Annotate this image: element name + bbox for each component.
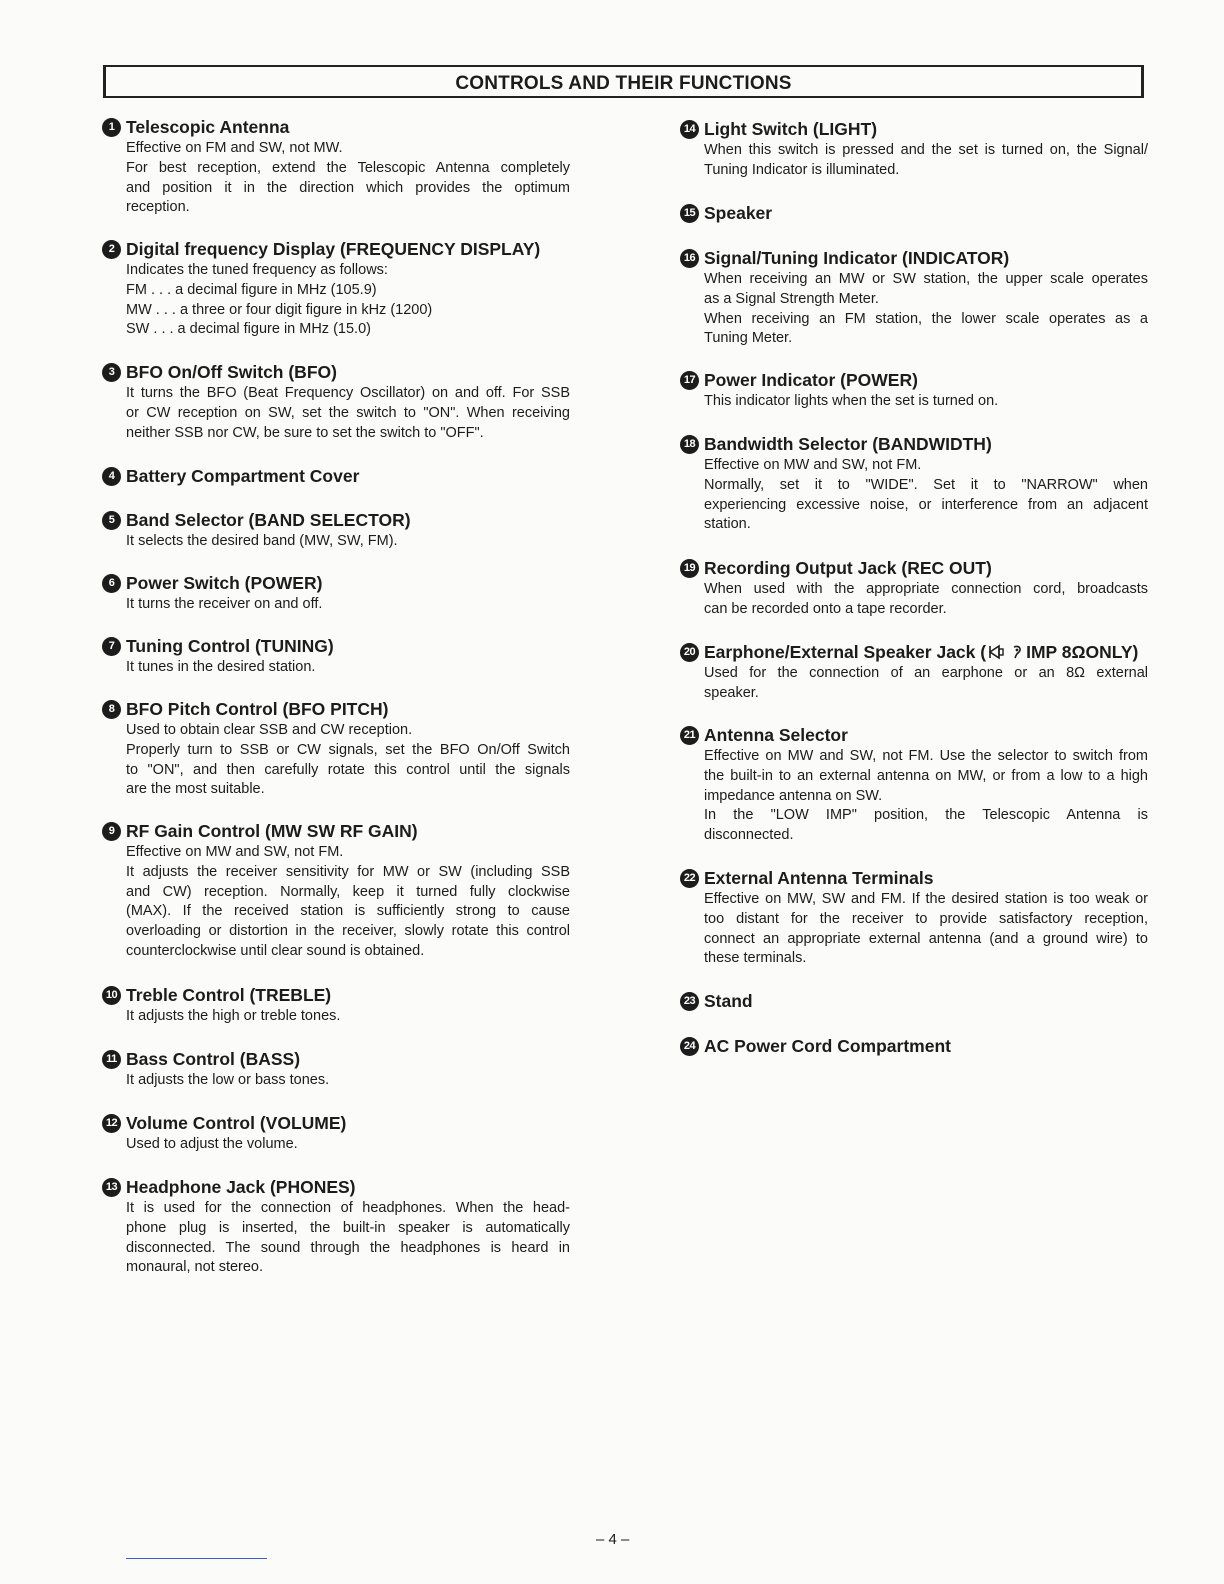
control-item: [680, 724, 1148, 846]
control-description: [704, 580, 1148, 620]
control-title: Headphone Jack (PHONES): [126, 1177, 356, 1197]
control-item: [102, 698, 570, 800]
control-description: [126, 595, 570, 615]
control-item: [680, 433, 1148, 535]
control-description: [126, 384, 570, 443]
number-badge: 9: [102, 822, 121, 841]
control-title-tail: IMP 8ΩONLY): [1026, 642, 1139, 662]
control-title: Light Switch (LIGHT): [704, 119, 878, 139]
number-badge: 21: [680, 726, 699, 745]
control-title: Bandwidth Selector (BANDWIDTH): [704, 434, 992, 454]
description-line: FM . . . a decimal figure in MHz (105.9): [126, 281, 377, 298]
description-line: disconnected.: [704, 827, 794, 844]
description-line: Used to adjust the volume.: [126, 1136, 298, 1152]
control-heading: [102, 635, 570, 657]
description-line: these terminals.: [704, 950, 807, 967]
footer-rule: [126, 1558, 267, 1559]
control-title: Bass Control (BASS): [126, 1049, 301, 1069]
number-badge: 16: [680, 249, 699, 268]
control-heading: [102, 509, 570, 531]
control-item: [680, 990, 1148, 1012]
control-item: [102, 465, 570, 487]
number-badge: 12: [102, 1114, 121, 1133]
number-badge: 18: [680, 435, 699, 454]
description-line: station.: [704, 516, 751, 533]
description-line: When receiving an MW or SW station, the upper scale operates: [704, 271, 1148, 287]
section-header-box: [103, 65, 1144, 98]
description-line: can be recorded onto a tape recorder.: [704, 600, 947, 617]
control-item: [680, 867, 1148, 969]
description-line: It tunes in the desired station.: [126, 659, 316, 675]
description-line: Properly turn to SSB or CW signals, set the BFO On/Off Switch: [126, 741, 570, 758]
section-title: CONTROLS AND THEIR FUNCTIONS: [455, 73, 792, 94]
control-title: Recording Output Jack (REC OUT): [704, 558, 992, 578]
control-heading: [102, 238, 570, 260]
control-title: Power Indicator (POWER): [704, 370, 918, 390]
control-title: RF Gain Control (MW SW RF GAIN): [126, 821, 418, 841]
control-description: [126, 1199, 570, 1278]
control-title: Treble Control (TREBLE): [126, 985, 332, 1005]
description-line: reception.: [126, 199, 190, 216]
control-heading: [102, 361, 570, 383]
description-line: This indicator lights when the set is turned on.: [704, 393, 999, 409]
speaker-icon: [988, 644, 1006, 660]
description-line: Indicates the tuned frequency as follows:: [126, 262, 388, 278]
description-line: to "ON", and then carefully rotate this control until the signals: [126, 761, 570, 778]
control-title: Volume Control (VOLUME): [126, 1113, 347, 1133]
control-title: External Antenna Terminals: [704, 868, 934, 888]
control-item: [102, 509, 570, 552]
number-badge: 8: [102, 700, 121, 719]
number-badge: 15: [680, 204, 699, 223]
description-line: (MAX). If the received station is sufficiently strong to cause: [126, 903, 570, 920]
description-line: When used with the appropriate connection cord, broadcasts: [704, 581, 1148, 597]
control-title: Telescopic Antenna: [126, 117, 290, 137]
control-item: [102, 572, 570, 615]
description-line: In the "LOW IMP" position, the Telescopic Antenna is: [704, 807, 1148, 824]
number-badge: 19: [680, 559, 699, 578]
description-line: It selects the desired band (MW, SW, FM).: [126, 533, 398, 549]
control-heading: [102, 1048, 570, 1070]
control-heading: [102, 1176, 570, 1198]
control-title: Earphone/External Speaker Jack (: [704, 642, 987, 662]
control-description: [126, 658, 570, 678]
description-line: Effective on MW and SW, not FM. Use the selector to switch from: [704, 748, 1148, 764]
description-line: For best reception, extend the Telescopic Antenna completely: [126, 159, 570, 176]
description-line: connect an appropriate external antenna (and a ground wire) to: [704, 930, 1148, 947]
control-title: Digital frequency Display (FREQUENCY DISPLAY): [126, 239, 541, 259]
number-badge: 3: [102, 363, 121, 382]
description-line: It adjusts the high or treble tones.: [126, 1008, 341, 1024]
description-line: Tuning Meter.: [704, 330, 793, 347]
control-item: [680, 557, 1148, 620]
control-item: [102, 1112, 570, 1155]
description-line: the built-in to an external antenna on MW, or from a low to a high: [704, 767, 1148, 784]
control-heading: [102, 1112, 570, 1134]
control-description: [704, 664, 1148, 704]
number-badge: 20: [680, 643, 699, 662]
description-line: counterclockwise until clear sound is obtained.: [126, 942, 425, 959]
page-number: – 4 –: [596, 1531, 630, 1548]
control-title: Speaker: [704, 203, 773, 223]
description-line: experiencing excessive noise, or interference from an adjacent: [704, 496, 1148, 513]
control-description: [126, 843, 570, 962]
control-description: [704, 456, 1148, 535]
number-badge: 17: [680, 371, 699, 390]
control-item: [102, 1048, 570, 1091]
control-title: Battery Compartment Cover: [126, 466, 360, 486]
control-description: [126, 1135, 570, 1155]
control-item: [680, 641, 1148, 704]
control-heading: [680, 557, 1148, 579]
number-badge: 11: [102, 1050, 121, 1069]
control-item: [102, 361, 570, 443]
description-line: It turns the BFO (Beat Frequency Oscillator) on and off. For SSB: [126, 385, 570, 401]
control-description: [704, 270, 1148, 349]
control-item: [102, 238, 570, 340]
control-description: [126, 261, 570, 340]
description-line: as a Signal Strength Meter.: [704, 290, 879, 307]
control-heading: [680, 247, 1148, 269]
control-heading: [680, 202, 1148, 224]
control-item: [102, 984, 570, 1027]
description-line: It is used for the connection of headphones. When the head-: [126, 1200, 570, 1216]
control-item: [102, 116, 570, 218]
control-description: [126, 1007, 570, 1027]
control-description: [126, 532, 570, 552]
control-title: Stand: [704, 991, 753, 1011]
control-heading: [680, 641, 1148, 663]
number-badge: 24: [680, 1037, 699, 1056]
control-heading: [102, 572, 570, 594]
control-title: BFO On/Off Switch (BFO): [126, 362, 337, 382]
control-heading: [102, 465, 570, 487]
description-line: too distant for the receiver to provide satisfactory reception,: [704, 910, 1148, 927]
control-title: BFO Pitch Control (BFO PITCH): [126, 699, 389, 719]
number-badge: 14: [680, 120, 699, 139]
control-heading: [102, 820, 570, 842]
control-title: Signal/Tuning Indicator (INDICATOR): [704, 248, 1010, 268]
control-heading: [680, 118, 1148, 140]
description-line: neither SSB nor CW, be sure to set the switch to "OFF".: [126, 424, 484, 441]
control-title: Band Selector (BAND SELECTOR): [126, 510, 411, 530]
description-line: and CW) reception. Normally, keep it turned fully clockwise: [126, 883, 570, 900]
description-line: MW . . . a three or four digit figure in kHz (1200): [126, 301, 433, 318]
description-line: Used to obtain clear SSB and CW reception.: [126, 722, 413, 738]
control-heading: [680, 433, 1148, 455]
number-badge: 1: [102, 118, 121, 137]
description-line: speaker.: [704, 684, 759, 701]
control-item: [680, 247, 1148, 349]
control-item: [680, 1035, 1148, 1057]
control-heading: [102, 698, 570, 720]
control-description: [126, 1071, 570, 1091]
control-item: [680, 118, 1148, 181]
description-line: Used for the connection of an earphone or an 8Ω external: [704, 665, 1148, 681]
number-badge: 22: [680, 869, 699, 888]
description-line: Normally, set it to "WIDE". Set it to "NARROW" when: [704, 476, 1148, 493]
control-description: [704, 747, 1148, 846]
description-line: When receiving an FM station, the lower scale operates as a: [704, 310, 1148, 327]
number-badge: 6: [102, 574, 121, 593]
control-item: [102, 820, 570, 962]
control-item: [680, 369, 1148, 412]
number-badge: 13: [102, 1178, 121, 1197]
description-line: Tuning Indicator is illuminated.: [704, 161, 900, 178]
number-badge: 10: [102, 986, 121, 1005]
number-badge: 7: [102, 637, 121, 656]
control-title: Power Switch (POWER): [126, 573, 323, 593]
description-line: It adjusts the receiver sensitivity for MW or SW (including SSB: [126, 863, 570, 880]
control-title: Tuning Control (TUNING): [126, 636, 334, 656]
control-description: [126, 139, 570, 218]
description-line: Effective on MW, SW and FM. If the desired station is too weak or: [704, 891, 1148, 907]
description-line: and position it in the direction which provides the optimum: [126, 179, 570, 196]
description-line: Effective on FM and SW, not MW.: [126, 140, 343, 156]
description-line: It turns the receiver on and off.: [126, 596, 323, 612]
number-badge: 2: [102, 240, 121, 259]
control-heading: [680, 724, 1148, 746]
description-line: When this switch is pressed and the set is turned on, the Signal/: [704, 142, 1148, 158]
description-line: or CW reception on SW, set the switch to "ON". When receiving: [126, 404, 570, 421]
control-title: Antenna Selector: [704, 725, 848, 745]
control-description: [126, 721, 570, 800]
description-line: It adjusts the low or bass tones.: [126, 1072, 330, 1088]
control-description: [704, 890, 1148, 969]
control-description: [704, 392, 1148, 412]
earphone-icon: [1010, 644, 1024, 660]
description-line: Effective on MW and SW, not FM.: [126, 844, 344, 860]
number-badge: 23: [680, 992, 699, 1011]
number-badge: 4: [102, 467, 121, 486]
control-heading: [680, 1035, 1148, 1057]
control-item: [102, 635, 570, 678]
control-heading: [680, 990, 1148, 1012]
number-badge: 5: [102, 511, 121, 530]
description-line: SW . . . a decimal figure in MHz (15.0): [126, 321, 371, 338]
control-item: [680, 202, 1148, 224]
description-line: monaural, not stereo.: [126, 1259, 264, 1276]
description-line: phone plug is inserted, the built-in speaker is automatically: [126, 1219, 570, 1236]
description-line: overloading or distortion in the receiver, slowly rotate this control: [126, 923, 570, 940]
control-title: AC Power Cord Compartment: [704, 1036, 951, 1056]
control-item: [102, 1176, 570, 1278]
control-heading: [102, 116, 570, 138]
control-description: [704, 141, 1148, 181]
description-line: disconnected. The sound through the headphones is heard in: [126, 1239, 570, 1256]
description-line: are the most suitable.: [126, 781, 265, 798]
control-heading: [680, 369, 1148, 391]
control-heading: [680, 867, 1148, 889]
control-heading: [102, 984, 570, 1006]
description-line: impedance antenna on SW.: [704, 787, 883, 804]
description-line: Effective on MW and SW, not FM.: [704, 457, 922, 473]
